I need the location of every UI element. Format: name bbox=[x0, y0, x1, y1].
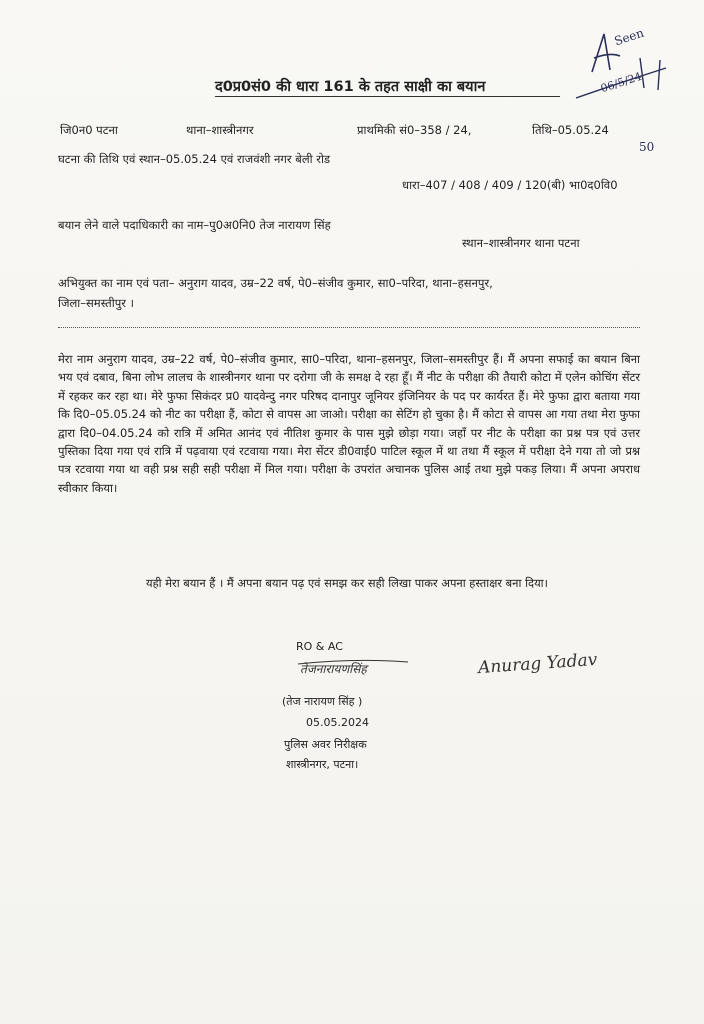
fir-date: तिथि–05.05.24 bbox=[532, 123, 609, 137]
district: जि0न0 पटना bbox=[60, 123, 118, 137]
officer-signature bbox=[296, 656, 416, 684]
officer-signature-text: तेजनारायणसिंह bbox=[300, 662, 367, 676]
accused-details: अभियुक्त का नाम एवं पता– अनुराग यादव, उम्र–22 वर्ष, पे0–संजीव कुमार, सा0–परिदा, थाना–हसनपुर, bbox=[58, 276, 493, 290]
statement-body bbox=[58, 350, 640, 497]
officer-station: शास्त्रीनगर, पटना। bbox=[286, 758, 359, 771]
ro-ac-label: RO & AC bbox=[296, 640, 343, 653]
stamp-date: 05.05.2024 bbox=[306, 716, 369, 729]
accused-district: जिला–समस्तीपुर । bbox=[58, 296, 134, 310]
title-underline bbox=[215, 96, 560, 97]
statement-officer: बयान लेने वाले पदाधिकारी का नाम–पु0अ0नि0 तेज नारायण सिंह bbox=[58, 218, 331, 232]
dotted-separator bbox=[58, 327, 640, 328]
statement-text: मेरा नाम अनुराग यादव, उम्र–22 वर्ष, पे0–संजीव कुमार, सा0–परिदा, थाना–हसनपुर, जिला–समस्तीपुर हैं। मैं अपना सफाई का बयान बिना भय एवं दबाव, बिना लोभ लालच के शास्त्रीनगर थाना पर दरोगा जी के समक्ष दे रहा हूँ। मैं नीट के परीक्षा की तैयारी कोटा में एलेन कोचिंग सेंटर में रहकर कर रहा था। मेरे फुफा सिकंदर प्र0 यादवेन्दु नगर परिषद दानापुर जूनियर इंजिनियर के पद पर कार्यरत हैं। मेरे फुफा द्वारा बताया गया कि दि0–05.05.24 को नीट का परीक्षा हैं, कोटा से वापस आ जाओ। परीक्षा का सेटिंग हो चुका है। मैं कोटा से वापस आ गया तथा मेरा फुफा द्वारा दि0–04.05.24 को रात्रि में अमित आनंद एवं नीतिश कुमार के पास मुझे छोड़ा गया। जहाँ पर नीट के परीक्षा का प्रश्न पत्र एवं उत्तर पुस्तिका दिया गया एवं रात्रि में पढ़वाया एवं रटवाया गया। मेरा सेंटर डी0वाई0 पाटिल स्कूल में था तथा मैं स्कूल में परीक्षा देने गया तो जो प्रश्न पत्र रटवाया गया था वही प्रश्न सही सही परीक्षा में मिल गया। परीक्षा के उपरांत अचानक पुलिस आई तथा मुझे पकड़ लिया। मैं अपना अपराध स्वीकार किया। bbox=[58, 352, 640, 495]
legal-sections: धारा–407 / 408 / 409 / 120(बी) भा0द0वि0 bbox=[402, 178, 618, 192]
closing-text: यही मेरा बयान हैं । मैं अपना बयान पढ़ एवं समझ कर सही लिखा पाकर अपना हस्ताक्षर बना दिया। bbox=[146, 576, 548, 590]
corner-annotation bbox=[570, 25, 690, 108]
incident-details: घटना की तिथि एवं स्थान–05.05.24 एवं राजवंशी नगर बेली रोड bbox=[58, 152, 331, 166]
fir-number: प्राथमिकी सं0–358 / 24, bbox=[357, 123, 472, 137]
officer-designation: पुलिस अवर निरीक्षक bbox=[284, 738, 367, 751]
police-station: थाना–शास्त्रीनगर bbox=[186, 123, 254, 137]
corner-date-text: 06/5/24 bbox=[599, 69, 644, 96]
accused-signature: Anurag Yadav bbox=[477, 649, 598, 679]
statement-place: स्थान–शास्त्रीनगर थाना पटना bbox=[462, 236, 580, 250]
document-title: द0प्र0सं0 की धारा 161 के तहत साक्षी का बयान bbox=[215, 79, 486, 95]
corner-seen-text: Seen bbox=[612, 25, 646, 49]
margin-note: 50 bbox=[639, 140, 655, 154]
statement-closing bbox=[58, 574, 640, 592]
officer-name: (तेज नारायण सिंह ) bbox=[282, 695, 363, 708]
